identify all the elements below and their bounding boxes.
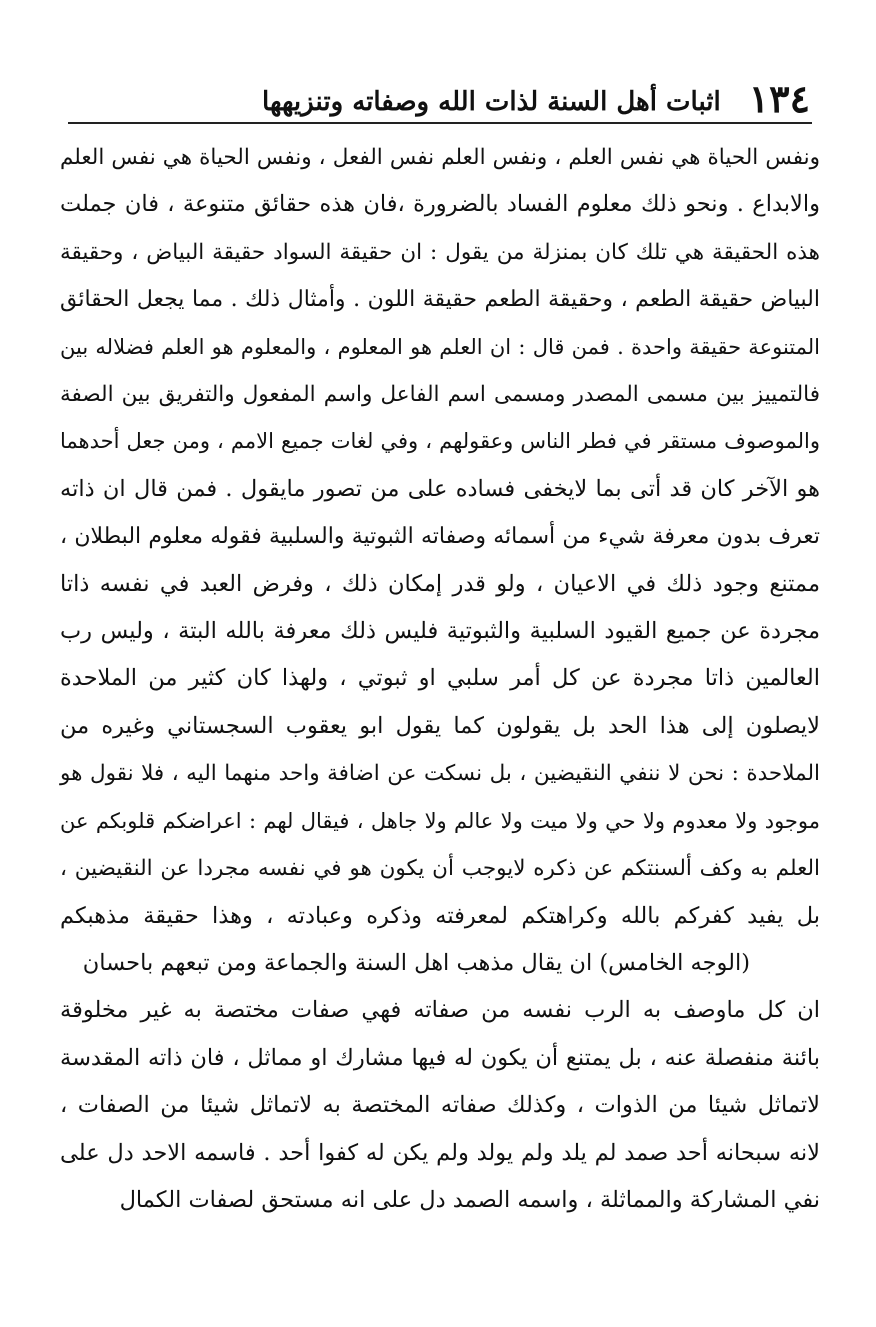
text-line: بل يفيد كفركم بالله وكراهتكم لمعرفته وذكره وعبادته ، وهذا حقيقة مذهبكم	[60, 902, 820, 929]
running-title: اثبات أهل السنة لذات الله وصفاته وتنزيهها	[262, 86, 721, 117]
text-line: المتنوعة حقيقة واحدة . فمن قال : ان العلم هو المعلوم ، والمعلوم هو العلم فضلاله بين	[60, 334, 820, 359]
text-line: تعرف بدون معرفة شيء من أسمائه وصفاته الثبوتية والسلبية فقوله معلوم البطلان ،	[60, 524, 820, 550]
text-line: ونفس الحياة هي نفس العلم ، ونفس العلم نفس الفعل ، ونفس الحياة هي نفس العلم	[60, 145, 820, 170]
text-line: فالتمييز بين مسمى المصدر ومسمى اسم الفاعل واسم المفعول والتفريق بين الصفة	[60, 382, 820, 408]
text-line: لايصلون إلى هذا الحد بل يقولون كما يقول ابو يعقوب السجستاني وغيره من	[60, 712, 820, 739]
text-line: العلم به وكف ألسنتكم عن ذكره لايوجب أن يكون هو في نفسه مجردا عن النقيضين ،	[60, 856, 820, 882]
page-number: ١٣٤	[748, 76, 810, 121]
text-line: مجردة عن جميع القيود السلبية والثبوتية فليس ذلك معرفة بالله البتة ، وليس رب	[60, 618, 820, 645]
text-line: موجود ولا معدوم ولا حي ولا ميت ولا عالم ولا جاهل ، فيقال لهم : اعراضكم قلوبكم عن	[60, 808, 820, 833]
text-line: والموصوف مستقر في فطر الناس وعقولهم ، وفي لغات جميع الامم ، ومن جعل أحدهما	[60, 429, 820, 454]
text-line: العالمين ذاتا مجردة عن كل أمر سلبي او ثبوتي ، ولهذا كان كثير من الملاحدة	[60, 665, 820, 692]
text-line: ممتنع وجود ذلك في الاعيان ، ولو قدر إمكان ذلك ، وفرض العبد في نفسه ذاتا	[60, 570, 820, 597]
page-header	[70, 62, 810, 121]
text-line: لاتماثل شيئا من الذوات ، وكذلك صفاته المختصة به لاتماثل شيئا من الصفات ،	[60, 1092, 820, 1119]
section-heading: (الوجه الخامس) ان يقال مذهب اهل السنة والجماعة ومن تبعهم باحسان	[82, 949, 750, 976]
text-line: ان كل ماوصف به الرب نفسه من صفاته فهي صفات مختصة به غير مخلوقة	[60, 997, 820, 1024]
text-line: لانه سبحانه أحد صمد لم يلد ولم يولد ولم يكن له كفوا أحد . فاسمه الاحد دل على	[60, 1139, 820, 1166]
text-line: الملاحدة : نحن لا ننفي النقيضين ، بل نسكت عن اضافة واحد منهما اليه ، فلا نقول هو	[60, 761, 820, 787]
text-line: بائنة منفصلة عنه ، بل يمتنع أن يكون له فيها مشارك او مماثل ، فان ذاته المقدسة	[60, 1044, 820, 1071]
header-divider	[68, 122, 812, 124]
page-body	[60, 134, 820, 1224]
text-line: نفي المشاركة والمماثلة ، واسمه الصمد دل على انه مستحق لصفات الكمال	[119, 1186, 820, 1213]
text-line: هذه الحقيقة هي تلك كان بمنزلة من يقول : ان حقيقة السواد حقيقة البياض ، وحقيقة	[60, 239, 820, 265]
text-line: هو الآخر كان قد أتى بما لايخفى فساده على من تصور مايقول . فمن قال ان ذاته	[60, 475, 820, 502]
text-line: والابداع . ونحو ذلك معلوم الفساد بالضرورة ،فان هذه حقائق متنوعة ، فان جملت	[60, 191, 820, 218]
text-line: البياض حقيقة الطعم ، وحقيقة الطعم حقيقة اللون . وأمثال ذلك . مما يجعل الحقائق	[60, 287, 820, 313]
